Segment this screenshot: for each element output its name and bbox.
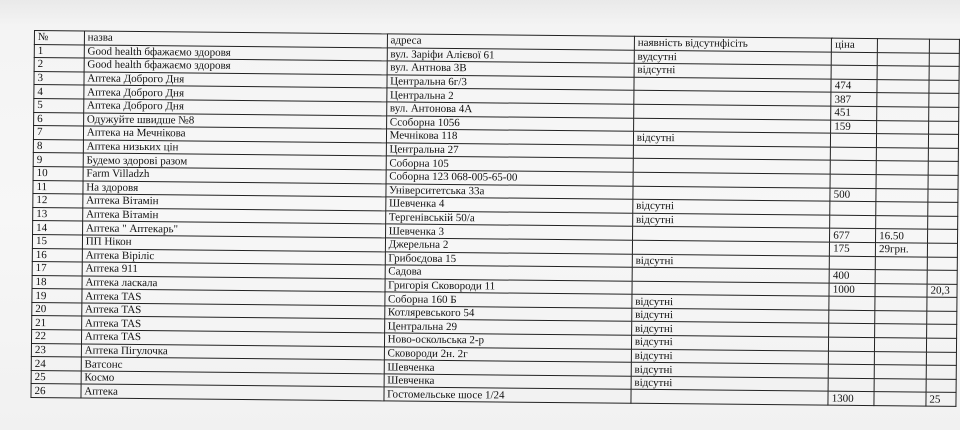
extra-value-2 [929,107,959,121]
row-number: 7 [33,126,83,140]
price-value: 400 [829,269,875,283]
extra-value [876,161,928,175]
pharmacy-address: Університетська 33а [386,183,633,199]
availability-status: відсутні [631,349,829,364]
pharmacy-address: Ссоборна 1056 [386,115,633,131]
extra-value [874,378,926,392]
price-value: 1300 [828,392,874,406]
row-number: 22 [31,330,81,344]
pharmacy-address: Центральна 29 [384,319,631,335]
row-number: 24 [31,357,81,371]
pharmacy-name: Аптека TAS [82,303,385,320]
row-number: 11 [33,180,83,194]
extra-value [877,66,929,80]
pharmacy-address: Ново-оскольська 2-р [384,333,631,349]
pharmacy-name: Аптека Доброго Дня [84,85,387,102]
price-value [829,310,875,324]
pharmacy-name: Аптека Вітамін [82,208,385,225]
extra-value [877,107,929,121]
extra-value-2 [927,243,957,257]
header-availability: наявність відсутнфісіть [634,36,832,51]
extra-value-2 [927,325,957,339]
extra-value [877,120,929,134]
header-name: назва [84,31,387,48]
row-number: 21 [32,316,82,330]
pharmacy-address: Грибоєдова 15 [385,251,632,267]
row-number: 19 [32,289,82,303]
pharmacy-name: Аптека Доброго Дня [83,99,386,116]
availability-status [631,390,829,405]
price-value [830,174,876,188]
extra-value-2 [927,229,957,243]
availability-status: вудсутні [634,50,832,65]
extra-value-2 [926,365,956,379]
price-value [829,337,875,351]
extra-value [875,270,927,284]
pharmacy-name: ПП Нікон [82,235,385,252]
price-value [830,201,876,215]
price-value [829,296,875,310]
pharmacy-address: Соборна 123 068-005-65-00 [386,170,633,186]
pharmacy-address: Гостомельське шосе 1/24 [384,387,631,403]
row-number: 3 [34,71,84,85]
pharmacy-address: Центральна 6г/3 [387,75,634,91]
extra-value: 29грн. [875,242,927,256]
extra-value [875,324,927,338]
availability-status: відсутні [631,335,829,350]
extra-value [875,310,927,324]
extra-value-2 [928,148,958,162]
extra-value [874,392,926,406]
extra-value [875,338,927,352]
row-number: 18 [32,275,82,289]
extra-value-2 [927,311,957,325]
price-value: 677 [830,228,876,242]
price-value: 474 [831,79,877,93]
price-value [829,351,875,365]
pharmacy-address: Тергенівській 50/а [385,211,632,227]
row-number: 13 [33,207,83,221]
extra-value [875,283,927,297]
availability-status: відсутні [632,254,830,269]
row-number: 14 [33,221,83,235]
row-number: 4 [34,85,84,99]
extra-value-2 [929,53,959,67]
extra-value-2 [929,66,959,80]
pharmacy-name: Будемо здорові разом [83,153,386,170]
pharmacy-address: Шевченка 4 [385,197,632,213]
row-number: 1 [34,44,84,58]
pharmacy-name: Ватсонс [81,357,384,374]
pharmacy-name: Аптека 911 [82,262,385,279]
pharmacy-address: Котляревського 54 [384,306,631,322]
extra-value-2: 20,3 [927,284,957,298]
header-empty-1 [877,39,929,53]
extra-value [876,175,928,189]
pharmacy-address: Джерельна 2 [385,238,632,254]
row-number: 15 [32,234,82,248]
pharmacy-address: Мечнікова 118 [386,129,633,145]
price-value [828,378,874,392]
extra-value-2 [926,379,956,393]
price-value [829,324,875,338]
pharmacy-address: Шевченка [384,374,631,390]
price-value [831,133,877,147]
row-number: 16 [32,248,82,262]
extra-value-2 [928,189,958,203]
extra-value [876,215,928,229]
row-number: 25 [31,370,81,384]
extra-value-2 [929,80,959,94]
pharmacy-address: Сковороди 2н. 2г [384,347,631,363]
price-value [831,147,877,161]
extra-value-2 [926,338,956,352]
pharmacy-address: Садова [385,265,632,281]
row-number: 8 [33,139,83,153]
availability-status: відсутні [632,308,830,323]
table-body [31,44,959,406]
price-value [831,52,877,66]
pharmacy-name: Одужуйте швидше №8 [83,113,386,130]
availability-status: відсутні [632,295,830,310]
extra-value-2 [927,297,957,311]
pharmacy-name: Аптека Віріліс [82,248,385,265]
extra-value [876,188,928,202]
extra-value [875,297,927,311]
pharmacy-name: Аптека TAS [81,316,384,333]
pharmacy-address: Соборна 160 Б [385,292,632,308]
pharmacy-name: Аптека " Аптекарь" [82,221,385,238]
pharmacy-name: Good health бфажаємо здоровя [84,45,387,62]
pharmacy-name: На здоровя [83,181,386,198]
price-value [830,160,876,174]
pharmacy-name: Аптека Пігулочка [81,344,384,361]
price-value [830,215,876,229]
row-number: 20 [32,302,82,316]
row-number: 5 [34,98,84,112]
pharmacy-address: вул. Антонова 4А [386,102,633,118]
pharmacy-name: Аптека Доброго Дня [84,72,387,89]
extra-value-2 [928,216,958,230]
price-value [829,256,875,270]
availability-status: відсутні [632,213,830,228]
pharmacy-name: Аптека ласкала [82,276,385,293]
pharmacy-name: Аптека на Мечнікова [83,126,386,143]
extra-value [875,256,927,270]
price-value: 1000 [829,283,875,297]
row-number: 6 [34,112,84,126]
pharmacy-name: Good health бфажаємо здоровя [84,58,387,75]
row-number: 10 [33,166,83,180]
extra-value-2 [928,134,958,148]
price-value: 387 [831,93,877,107]
pharmacy-name: Аптека TAS [81,330,384,347]
pharmacy-address: вул. Заріфи Алієвої 61 [387,47,634,63]
extra-value-2 [927,270,957,284]
extra-value [877,93,929,107]
row-number: 12 [33,194,83,208]
row-number: 17 [32,262,82,276]
pharmacy-address: Григорія Сковороди 11 [385,279,632,295]
price-value: 451 [831,106,877,120]
extra-value-2 [928,202,958,216]
row-number: 9 [33,153,83,167]
extra-value [877,79,929,93]
pharmacy-name: Космо [81,371,384,388]
availability-status: відсутні [633,199,831,214]
extra-value [876,202,928,216]
pharmacy-address: Соборна 105 [386,156,633,172]
pharmacy-name: Farm Villadzh [83,167,386,184]
header-price: ціна [832,38,878,52]
price-value: 500 [830,188,876,202]
extra-value [876,147,928,161]
pharmacy-price-table [30,30,959,407]
availability-status: відсутні [631,376,829,391]
availability-status: відсутні [631,322,829,337]
row-number: 2 [34,58,84,72]
pharmacy-address: Центральна 2 [386,88,633,104]
pharmacy-name: Аптека [81,384,384,401]
pharmacy-name: Аптека TAS [82,289,385,306]
pharmacy-address: Шевченка [384,360,631,376]
extra-value [877,52,929,66]
row-number: 26 [31,384,81,398]
row-number: 23 [31,343,81,357]
pharmacy-address: Центральна 27 [386,143,633,159]
header-empty-2 [929,39,959,53]
extra-value [874,365,926,379]
header-number: № [34,31,84,45]
extra-value [877,134,929,148]
price-value: 159 [831,120,877,134]
availability-status: відсутні [633,131,831,146]
extra-value-2: 25 [926,393,956,407]
header-address: адреса [387,34,634,50]
price-value [828,364,874,378]
pharmacy-name: Аптека низьких цін [83,140,386,157]
availability-status: відсутні [631,362,829,377]
extra-value-2 [926,352,956,366]
extra-value-2 [929,121,959,135]
extra-value-2 [928,161,958,175]
extra-value [874,351,926,365]
pharmacy-name: Аптека Вітамін [83,194,386,211]
extra-value: 16.50 [876,229,928,243]
extra-value-2 [929,93,959,107]
price-value: 175 [830,242,876,256]
pharmacy-address: вул. Антнова 3В [387,61,634,77]
pharmacy-address: Шевченка 3 [385,224,632,240]
extra-value-2 [927,257,957,271]
availability-status: відсутні [634,63,832,78]
price-value [831,65,877,79]
extra-value-2 [928,175,958,189]
